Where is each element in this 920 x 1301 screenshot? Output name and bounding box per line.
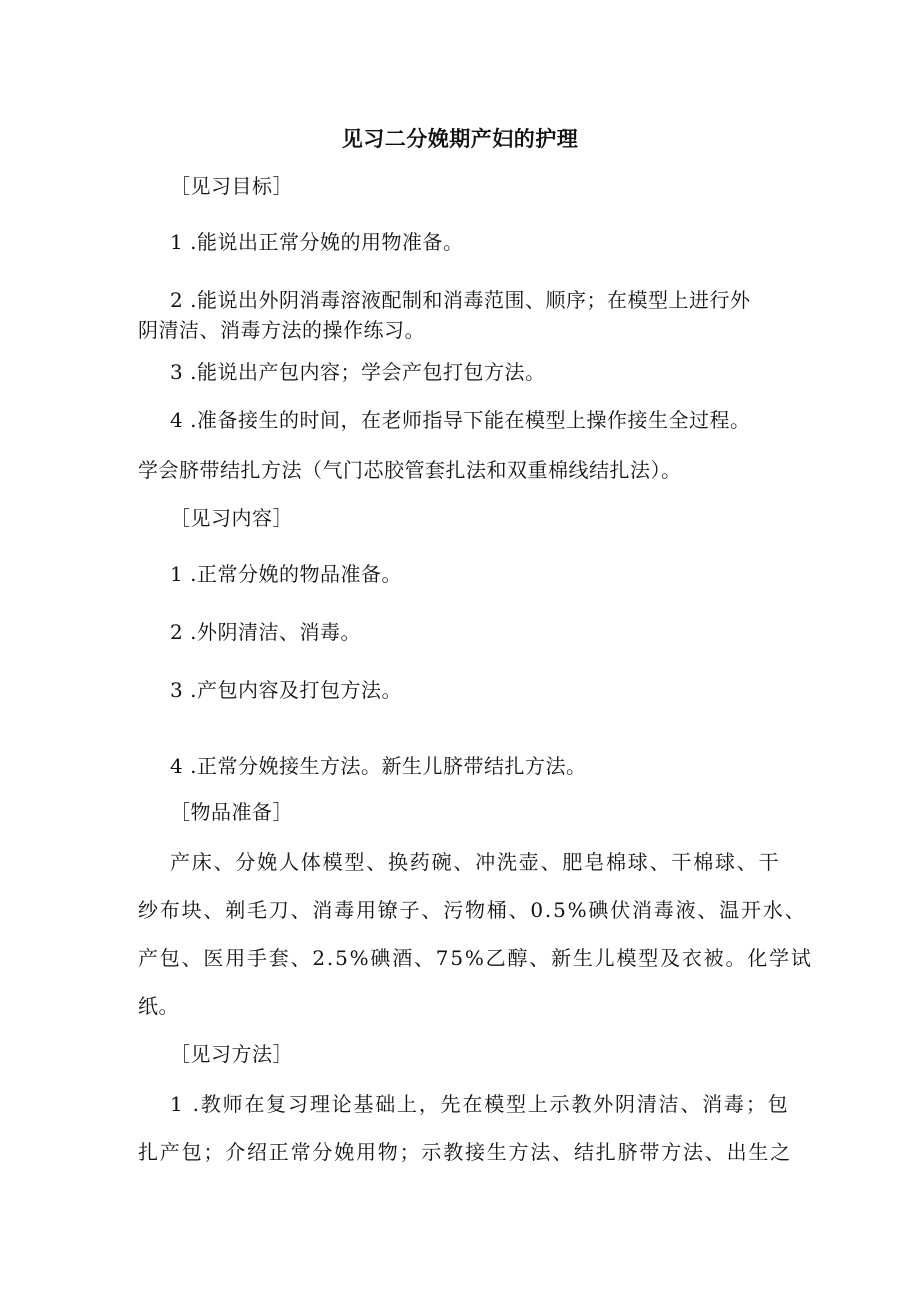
content-item-1: 1 .正常分娩的物品准备。 [170, 562, 402, 586]
content-item-2: 2 .外阴清洁、消毒。 [170, 620, 361, 644]
goal-item-2-line-2: 阴清洁、消毒方法的操作练习。 [138, 318, 425, 342]
section-heading-goals: ［见习目标］ [170, 174, 293, 198]
supplies-line-2: 纱布块、剃毛刀、消毒用镣子、污物桶、0.5%碘伏消毒液、温开水、 [138, 898, 807, 922]
goal-item-4-line-1: 4 .准备接生的时间，在老师指导下能在模型上操作接生全过程。 [170, 408, 751, 432]
supplies-line-4: 纸。 [138, 994, 179, 1018]
section-heading-content: ［见习内容］ [170, 506, 293, 530]
supplies-line-3: 产包、医用手套、2.5%碘酒、75%乙醇、新生儿模型及衣被。化学试 [138, 946, 813, 970]
document-title: 见习二分娩期产妇的护理 [341, 126, 579, 151]
goal-item-4-line-2: 学会脐带结扎方法（气门芯胶管套扎法和双重棉线结扎法）。 [138, 458, 682, 482]
goal-item-1: 1 .能说出正常分娩的用物准备。 [170, 230, 464, 254]
section-heading-supplies: ［物品准备］ [170, 800, 293, 824]
goal-item-3: 3 .能说出产包内容；学会产包打包方法。 [170, 360, 546, 384]
supplies-line-1: 产床、分娩人体模型、换药碗、冲洗壶、肥皂棉球、干棉球、干 [170, 850, 781, 874]
content-item-3: 3 .产包内容及打包方法。 [170, 678, 402, 702]
method-item-1-line-2: 扎产包；介绍正常分娩用物；示教接生方法、结扎脐带方法、出生之 [138, 1140, 792, 1164]
method-item-1-line-1: 1 .教师在复习理论基础上，先在模型上示教外阴清洁、消毒；包 [170, 1092, 790, 1116]
goal-item-2-line-1: 2 .能说出外阴消毒溶液配制和消毒范围、顺序；在模型上进行外 [170, 288, 751, 312]
content-item-4: 4 .正常分娩接生方法。新生儿脐带结扎方法。 [170, 754, 587, 778]
section-heading-methods: ［见习方法］ [170, 1042, 293, 1066]
